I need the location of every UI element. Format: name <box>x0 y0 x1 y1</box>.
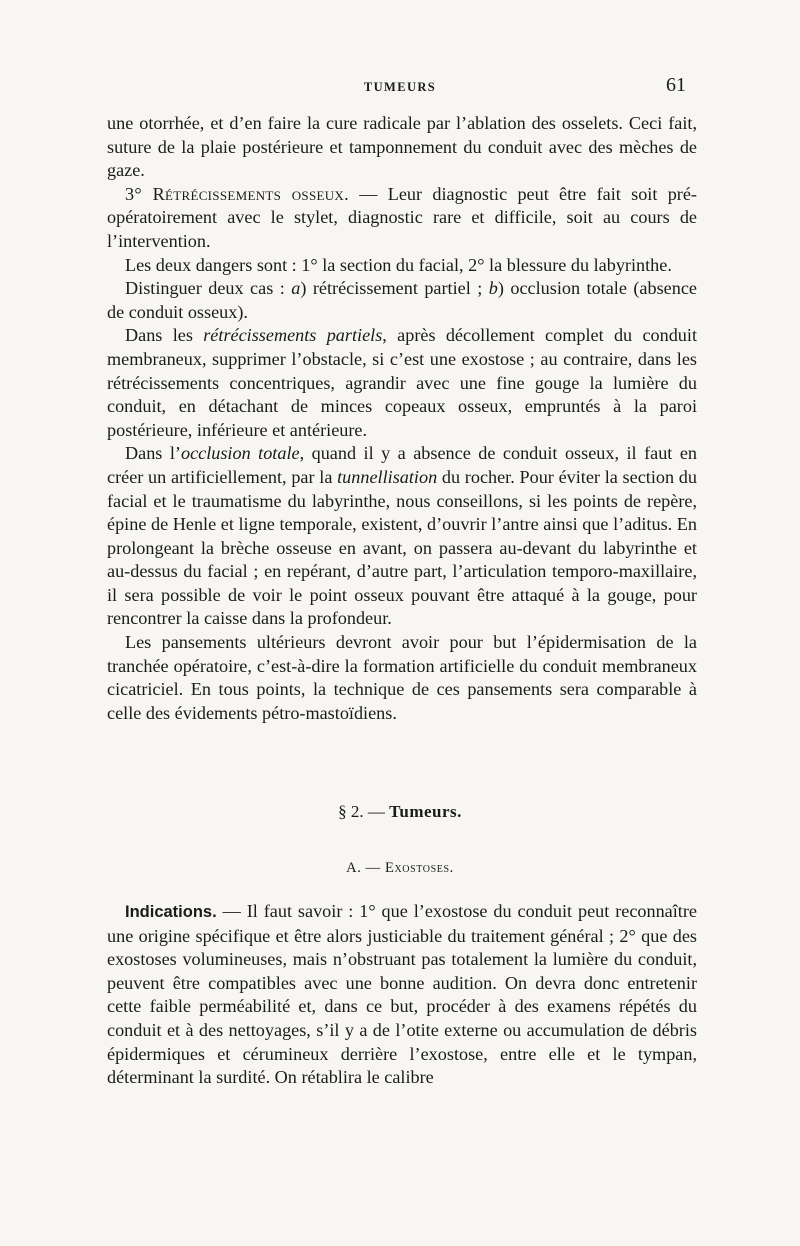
paragraph-5-end: , après décollement complet du conduit membraneux, supprimer l’obstacle, si c’est une exostose ; au contraire, dans les rétrécissements concentriques, agrandir avec une fine gouge la lumière du conduit, en détachant de minces copeaux osseux, empruntés à la paroi postérieure, inférieure et antérieure. <box>107 325 698 440</box>
paragraph-6-emphasis-2: tunnellisation <box>337 466 438 487</box>
running-title: TUMEURS <box>363 80 437 94</box>
section-number: § 2. — <box>338 802 390 821</box>
indications-paragraph <box>107 900 697 1090</box>
paragraph-1: une otorrhée, et d’en faire la cure radicale par l’ablation des osselets. Ceci fait, suture de la plaie postérieure et tamponnement du conduit avec des mèches de gaze. <box>107 113 697 181</box>
paragraph-2 <box>107 183 697 254</box>
paragraph-6 <box>107 442 697 631</box>
indications-label: Indications. <box>125 903 217 921</box>
section-title: Tumeurs. <box>389 802 462 821</box>
section-heading <box>0 802 800 822</box>
paragraph-4 <box>107 277 697 324</box>
indications-text: — Il faut savoir : 1° que l’exostose du conduit peut reconnaître une origine spécifique et être alors justiciable du traitement général ; 2° que des exostoses volumineuses, mais n’obstruant pas totalement la lumière du conduit, peuvent être compatibles avec une bonne audition. On devra donc entretenir cette faible perméabilité et, dans ce but, procéder à des examens répétés du conduit et à des nettoyages, s’il y a de l’otite externe ou accumulation de débris épidermiques et cérumineux derrière l’exostose, entre elle et le tympan, déterminant la surdité. On rétablira le calibre <box>107 901 697 1088</box>
paragraph-5-emphasis: rétrécissements partiels <box>203 325 383 346</box>
page-number: 61 <box>666 74 686 96</box>
paragraph-4-start: Distinguer deux cas : <box>125 278 292 299</box>
paragraph-7: Les pansements ultérieurs devront avoir pour but l’épidermisation de la tranchée opératoire, c’est-à-dire la formation artificielle du conduit membraneux cicatriciel. En tous points, la technique de ces pansements sera comparable à celle des évidements pétro-mastoïdiens. <box>107 632 697 723</box>
paragraph-4-case-a: a <box>291 278 301 299</box>
paragraph-2-label: 3° Rétrécissements osseux. <box>125 183 349 204</box>
body-text-2 <box>107 900 697 1090</box>
paragraph-6-start: Dans l’ <box>125 443 181 464</box>
paragraph-4-end: ) occlusion totale (absence de conduit osseux). <box>107 278 697 322</box>
paragraph-6-emphasis-1: occlusion totale <box>180 443 300 464</box>
paragraph-4-case-b: b <box>488 278 498 299</box>
paragraph-5 <box>107 324 697 442</box>
paragraph-6-end: du rocher. Pour éviter la section du facial et le traumatisme du labyrinthe, nous conseillons, si les points de repère, épine de Henle et ligne temporale, existent, d’ouvrir l’antre ainsi que l’aditus. En prolongeant la brèche osseuse en avant, on passera au-devant du labyrinthe et au-dessus du facial ; en repérant, d’autre part, l’articulation temporo-maxillaire, il sera possible de voir le point osseux pouvant être attaqué à la gouge, pour rencontrer la caisse dans la profondeur. <box>107 466 697 629</box>
subsection-heading: A. — Exostoses. <box>346 860 454 876</box>
paragraph-4-mid: ) rétrécissement partiel ; <box>300 278 489 299</box>
paragraph-3: Les deux dangers sont : 1° la section du facial, 2° la blessure du labyrinthe. <box>125 254 672 275</box>
running-header <box>0 74 800 98</box>
paragraph-6-mid: , quand il y a absence de conduit osseux, il faut en créer un artificiellement, par la <box>107 443 697 487</box>
paragraph-5-start: Dans les <box>125 325 204 346</box>
paragraph-2-text: — Leur diagnostic peut être fait soit pré-opératoirement avec le stylet, diagnostic rare et difficile, soit au cours de l’intervention. <box>107 183 697 251</box>
body-text <box>107 112 697 725</box>
